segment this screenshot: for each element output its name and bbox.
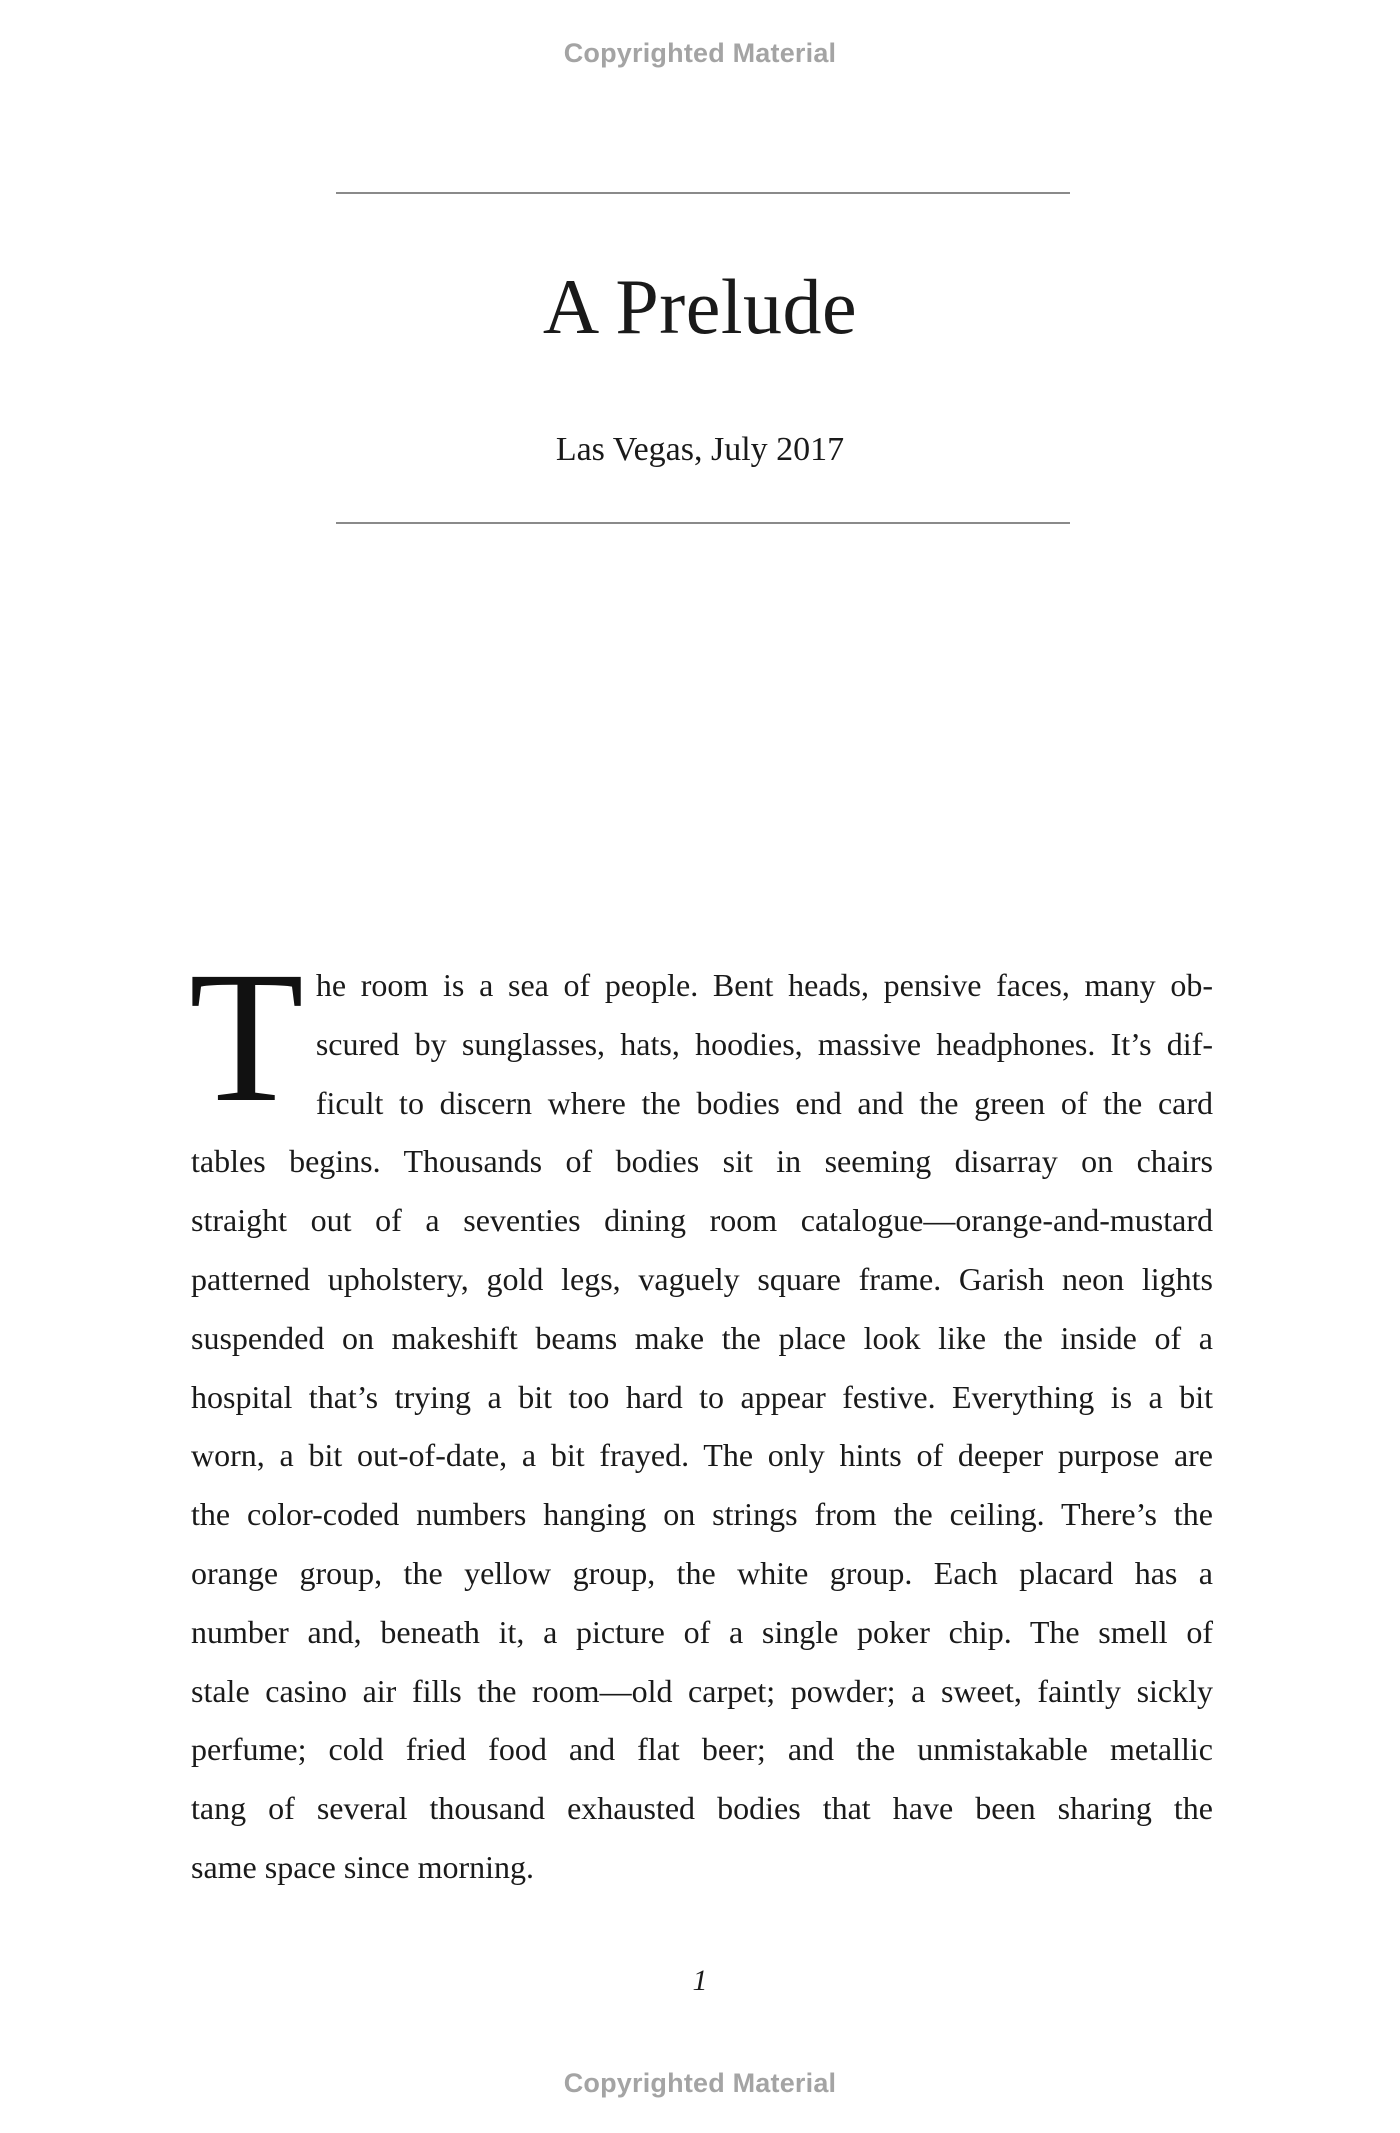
copyright-watermark-top: Copyrighted Material [563,38,837,68]
text-line: suspended on makeshift beams make the place look like the inside of a [191,1319,1213,1356]
chapter-subtitle: Las Vegas, July 2017 [555,431,845,468]
text-line: ficult to discern where the bodies end and the green of the card [315,1084,1213,1121]
text-line: straight out of a seventies dining room catalogue—orange-and-mustard [191,1202,1213,1239]
text-line: worn, a bit out-of-date, a bit frayed. The only hints of deeper purpose are [191,1437,1213,1474]
text-line: hospital that’s trying a bit too hard to appear festive. Everything is a bit [191,1378,1213,1415]
drop-cap: T [189,932,304,1141]
title-rule-bottom [336,522,1070,524]
text-line: orange group, the yellow group, the white group. Each placard has a [191,1554,1213,1591]
text-line: stale casino air fills the room—old carpet; powder; a sweet, faintly sickly [191,1672,1213,1709]
text-line: number and, beneath it, a picture of a single poker chip. The smell of [191,1613,1213,1650]
text-line: tang of several thousand exhausted bodies that have been sharing the [191,1790,1213,1827]
text-line: same space since morning. [191,1848,534,1885]
text-line: perfume; cold fried food and flat beer; and the unmistakable metallic [191,1731,1213,1768]
copyright-watermark-bottom: Copyrighted Material [563,2068,837,2098]
page-number: 1 [692,1964,708,1997]
chapter-title: A Prelude [542,263,858,350]
text-line: patterned upholstery, gold legs, vaguely square frame. Garish neon lights [191,1260,1213,1297]
text-line: scured by sunglasses, hats, hoodies, massive headphones. It’s dif- [315,1025,1213,1062]
text-line: he room is a sea of people. Bent heads, pensive faces, many ob- [315,967,1213,1003]
body-paragraph [189,932,1213,1897]
title-rule-top [336,192,1070,194]
text-line: tables begins. Thousands of bodies sit in seeming disarray on chairs [191,1143,1213,1180]
text-line: the color-coded numbers hanging on strings from the ceiling. There’s the [191,1496,1213,1533]
